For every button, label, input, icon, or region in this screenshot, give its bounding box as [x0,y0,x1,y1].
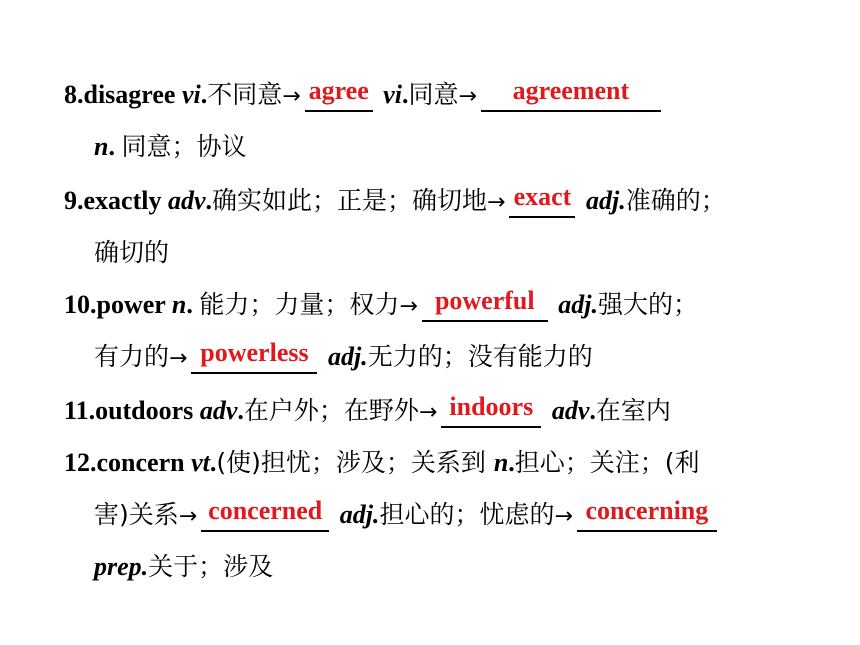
item-10-line-2 [94,338,593,374]
item-9-meaning-2: 准确的； [625,186,726,215]
item-10-answer-1: powerful [434,286,535,315]
item-10-line-2-meaning: 有力的 [94,342,170,371]
item-12-blank-2 [577,496,717,532]
item-12-line-2-meaning: 害)关系 [94,500,179,529]
item-10-pos-2: adj. [558,290,599,319]
item-8-word: 8.disagree [64,80,182,109]
item-8-line-1 [64,76,665,112]
item-10-dot: . [186,290,193,319]
item-10-line-2-meaning-2: 无力的；没有能力的 [367,342,593,371]
item-9-dot: . [205,186,213,215]
item-8-answer-1: agree [308,76,369,105]
item-10-word: 10.power [64,290,172,319]
item-12-word: 12.concern [64,448,192,477]
item-9-line-2-meaning: 确切的 [94,238,170,267]
arrow-icon: → [554,504,573,529]
item-11-line-1 [64,392,671,428]
arrow-icon: → [178,504,198,529]
item-12-meaning: (使)担忧；涉及；关系到 [216,448,494,477]
item-12-line-3-pos: prep. [94,552,149,581]
item-10-blank-2 [191,338,317,374]
item-11-answer-1: indoors [449,392,534,421]
item-9-pos-2: adj. [585,186,626,215]
item-8-pos: vi [181,80,201,109]
arrow-icon: → [458,84,477,109]
item-8-blank-2 [481,76,661,112]
item-12-answer-2: concerning [585,496,709,525]
item-11-word: 11.outdoors [64,396,200,425]
item-12-pos: vt [191,448,210,477]
item-10-meaning: 能力；力量；权力 [199,290,400,319]
item-10-line-2-pos: adj. [327,342,368,371]
item-10-answer-2: powerless [200,338,309,367]
item-11-dot-2: . [589,396,596,425]
item-9-answer-1: exact [513,182,572,211]
item-9-blank-1 [509,182,575,218]
item-8-line-2 [94,132,246,162]
item-12-line-2-meaning-2: 担心的；忧虑的 [379,500,555,529]
item-10-pos: n [171,290,187,319]
item-12-line-2 [94,496,721,532]
item-12-blank-1 [201,496,329,532]
item-8-line-2-dot: . [108,132,115,161]
arrow-icon: → [418,400,438,425]
item-10-blank-1 [422,286,548,322]
item-8-dot-2: . [401,80,409,109]
item-11-meaning-2: 在室内 [595,396,671,425]
item-10-line-1 [64,286,699,322]
item-12-pos-n: n [493,448,509,477]
item-9-word: 9.exactly [64,186,168,215]
item-11-meaning: 在户外；在野外 [243,396,419,425]
item-8-pos-2: vi [383,80,402,109]
item-9-line-1 [64,182,726,218]
item-10-meaning-2: 强大的； [598,290,699,319]
item-12-line-2-pos: adj. [339,500,380,529]
item-8-meaning-2: 同意 [408,80,459,109]
item-9-pos: adv [167,186,206,215]
item-11-pos: adv [199,396,238,425]
item-11-pos-2: adv [551,396,590,425]
item-12-meaning-n: 担心；关注；(利 [514,448,700,477]
item-8-line-2-pos: n [94,132,109,161]
item-12-line-1 [64,448,700,478]
item-9-meaning: 确实如此；正是；确切地 [212,186,488,215]
item-8-answer-2: agreement [512,76,630,105]
item-12-line-3-meaning: 关于；涉及 [148,552,274,581]
arrow-icon: → [282,84,301,109]
item-8-line-2-meaning: 同意；协议 [121,132,247,161]
item-12-dot: . [209,448,217,477]
item-12-dot-n: . [508,448,515,477]
item-8-blank-1 [305,76,373,112]
item-9-line-2 [94,238,169,268]
item-8-meaning: 不同意 [207,80,283,109]
item-12-answer-1: concerned [208,496,323,525]
item-11-dot: . [237,396,244,425]
arrow-icon: → [487,190,506,215]
item-12-line-3 [94,552,273,582]
arrow-icon: → [399,294,418,319]
item-11-blank-1 [441,392,541,428]
arrow-icon: → [169,346,188,371]
item-8-dot: . [200,80,208,109]
